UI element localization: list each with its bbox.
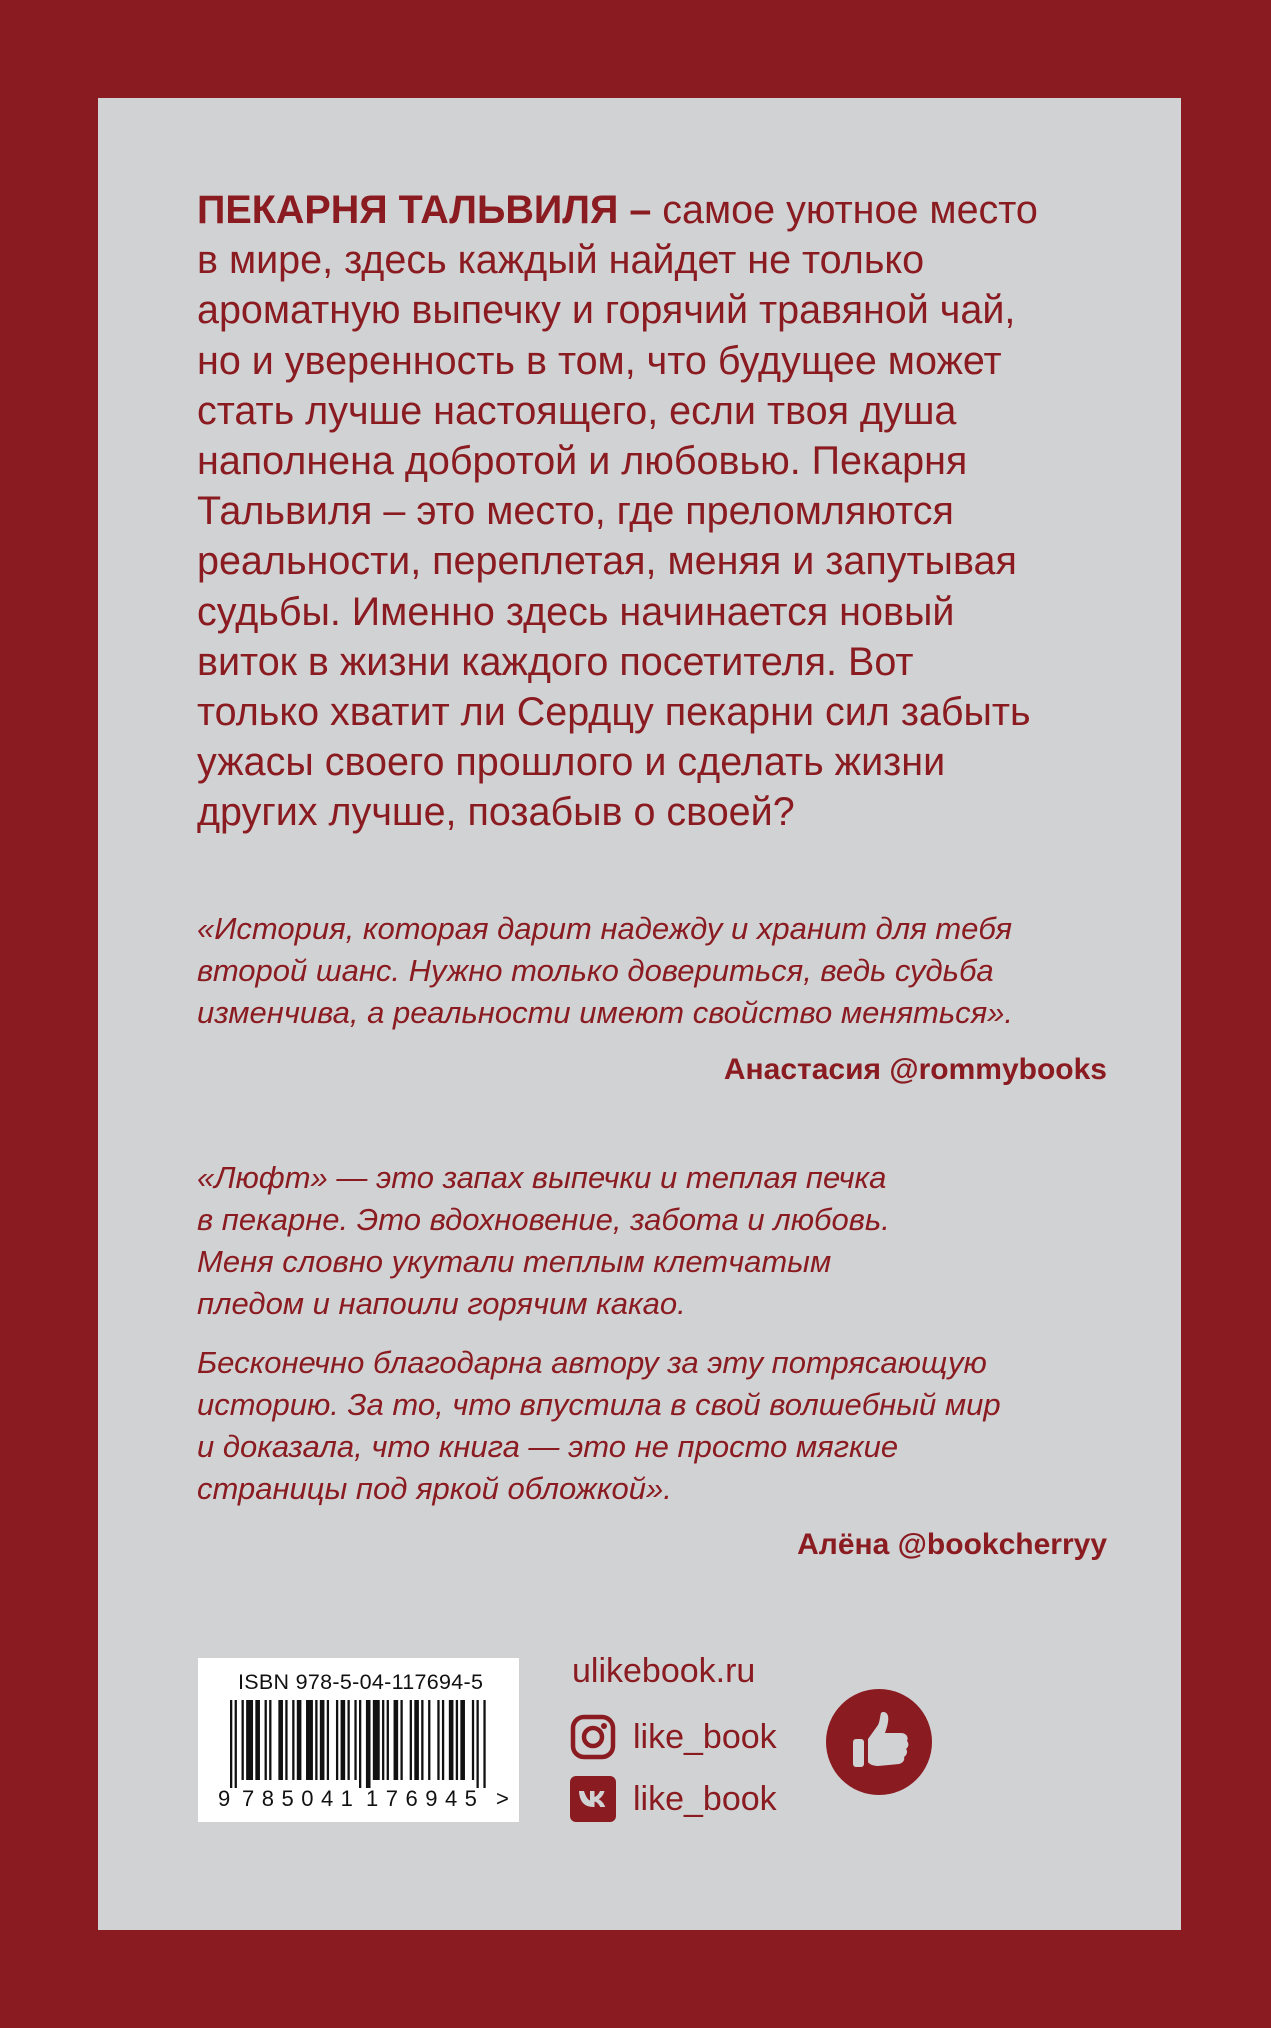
quote-line: «История, которая дарит надежду и хранит для тебя bbox=[197, 911, 1013, 946]
barcode-bar bbox=[449, 1700, 454, 1780]
barcode-bar bbox=[242, 1700, 244, 1780]
barcode-bar bbox=[442, 1700, 444, 1780]
barcode-bar bbox=[341, 1700, 346, 1780]
quote-line: историю. За то, что впустила в свой волшебный мир bbox=[197, 1387, 1001, 1422]
barcode-bar bbox=[456, 1700, 458, 1780]
barcode-bar bbox=[421, 1700, 423, 1780]
thumbs-up-icon bbox=[826, 1689, 932, 1795]
description-line: других лучше, позабыв о своей? bbox=[197, 790, 795, 835]
description-lead: ПЕКАРНЯ ТАЛЬВИЛЯ – bbox=[197, 188, 652, 232]
barcode-bar bbox=[297, 1700, 302, 1780]
barcode-bar bbox=[437, 1700, 439, 1780]
barcode-bar bbox=[366, 1700, 371, 1788]
barcode-bar bbox=[359, 1700, 361, 1788]
barcode-bar bbox=[246, 1700, 253, 1780]
quote-line: изменчива, а реальности имеют свойство меняться». bbox=[197, 995, 1014, 1030]
barcode-bar bbox=[400, 1700, 402, 1780]
barcode-bar bbox=[472, 1700, 474, 1780]
instagram-icon bbox=[570, 1714, 616, 1760]
description-line: наполнена добротой и любовью. Пекарня bbox=[197, 439, 968, 484]
barcode-bar bbox=[230, 1700, 232, 1788]
description-line: ароматную выпечку и горячий травяной чай, bbox=[197, 288, 1016, 333]
description-line: стать лучше настоящего, если твоя душа bbox=[197, 388, 957, 433]
barcode-bar bbox=[278, 1700, 283, 1780]
review-author-2: Алёна @bookcherryy bbox=[797, 1528, 1107, 1561]
barcode-bar bbox=[354, 1700, 356, 1780]
vk-icon bbox=[570, 1776, 616, 1822]
instagram-handle: like_book bbox=[633, 1717, 777, 1756]
barcode-bar bbox=[460, 1700, 465, 1780]
isbn-digits-right: 176945 bbox=[366, 1786, 485, 1811]
quote-line: Бесконечно благодарна автору за эту потрясающую bbox=[197, 1345, 987, 1380]
description-line: ужасы своего прошлого и сделать жизни bbox=[197, 740, 946, 785]
barcode-bar bbox=[320, 1700, 325, 1780]
barcode-bar bbox=[285, 1700, 287, 1780]
isbn-barcode bbox=[198, 1658, 519, 1822]
barcode-bar bbox=[336, 1700, 338, 1780]
barcode-bar bbox=[269, 1700, 271, 1780]
quote-line: Меня словно укутали теплым клетчатым bbox=[197, 1244, 832, 1279]
description-line: самое уютное место bbox=[651, 188, 1038, 232]
barcode-bar bbox=[255, 1700, 260, 1780]
isbn-digit-first: 9 bbox=[218, 1786, 231, 1811]
barcode-bar bbox=[394, 1700, 399, 1780]
publisher-website-link[interactable]: ulikebook.ru bbox=[572, 1652, 756, 1690]
isbn-quiet-marker: > bbox=[496, 1786, 509, 1811]
barcode-bar bbox=[306, 1700, 313, 1780]
review-quote-2-paragraph-2 bbox=[197, 1342, 1127, 1510]
description-line: судьбы. Именно здесь начинается новый bbox=[197, 589, 955, 634]
description-line: реальности, переплетая, меняя и запутывая bbox=[197, 539, 1017, 584]
barcode-bar bbox=[410, 1700, 412, 1780]
vk-link[interactable] bbox=[570, 1776, 777, 1822]
review-quote-1 bbox=[197, 908, 1127, 1034]
instagram-link[interactable] bbox=[570, 1714, 777, 1760]
quote-line: пледом и напоили горячим какао. bbox=[197, 1286, 686, 1321]
barcode-bar bbox=[387, 1700, 389, 1780]
barcode-bar bbox=[327, 1700, 329, 1780]
barcode-bar bbox=[382, 1700, 384, 1780]
isbn-digits-left: 785041 bbox=[242, 1786, 361, 1811]
barcode-bar bbox=[414, 1700, 419, 1780]
barcode-bars bbox=[230, 1700, 488, 1788]
isbn-label: ISBN 978-5-04-117694-5 bbox=[238, 1670, 484, 1694]
barcode-bar bbox=[265, 1700, 267, 1780]
description-line: только хватит ли Сердцу пекарни сил забыть bbox=[197, 690, 1031, 735]
barcode-bar bbox=[476, 1700, 478, 1788]
barcode-bar bbox=[483, 1700, 485, 1788]
quote-line: и доказала, что книга — это не просто мягкие bbox=[197, 1429, 899, 1464]
barcode-bar bbox=[428, 1700, 430, 1780]
description-line: в мире, здесь каждый найдет не только bbox=[197, 238, 925, 283]
quote-line: в пекарне. Это вдохновение, забота и любовь. bbox=[197, 1202, 890, 1237]
barcode-bar bbox=[292, 1700, 294, 1780]
book-description bbox=[197, 185, 1127, 838]
description-line: но и уверенность в том, что будущее может bbox=[197, 338, 1002, 383]
barcode-bar bbox=[235, 1700, 237, 1788]
vk-handle: like_book bbox=[633, 1779, 777, 1818]
description-line: виток в жизни каждого посетителя. Вот bbox=[197, 639, 914, 684]
barcode-bar bbox=[315, 1700, 317, 1780]
quote-line: «Люфт» — это запах выпечки и теплая печка bbox=[197, 1160, 887, 1195]
quote-line: страницы под яркой обложкой». bbox=[197, 1471, 672, 1506]
description-line: Тальвиля – это место, где преломляются bbox=[197, 489, 954, 534]
quote-line: второй шанс. Нужно только довериться, ведь судьба bbox=[197, 953, 994, 988]
review-quote-2-paragraph-1 bbox=[197, 1157, 1127, 1325]
review-author-1: Анастасия @rommybooks bbox=[723, 1053, 1107, 1086]
barcode-bar bbox=[347, 1700, 349, 1780]
barcode-bar bbox=[373, 1700, 380, 1780]
